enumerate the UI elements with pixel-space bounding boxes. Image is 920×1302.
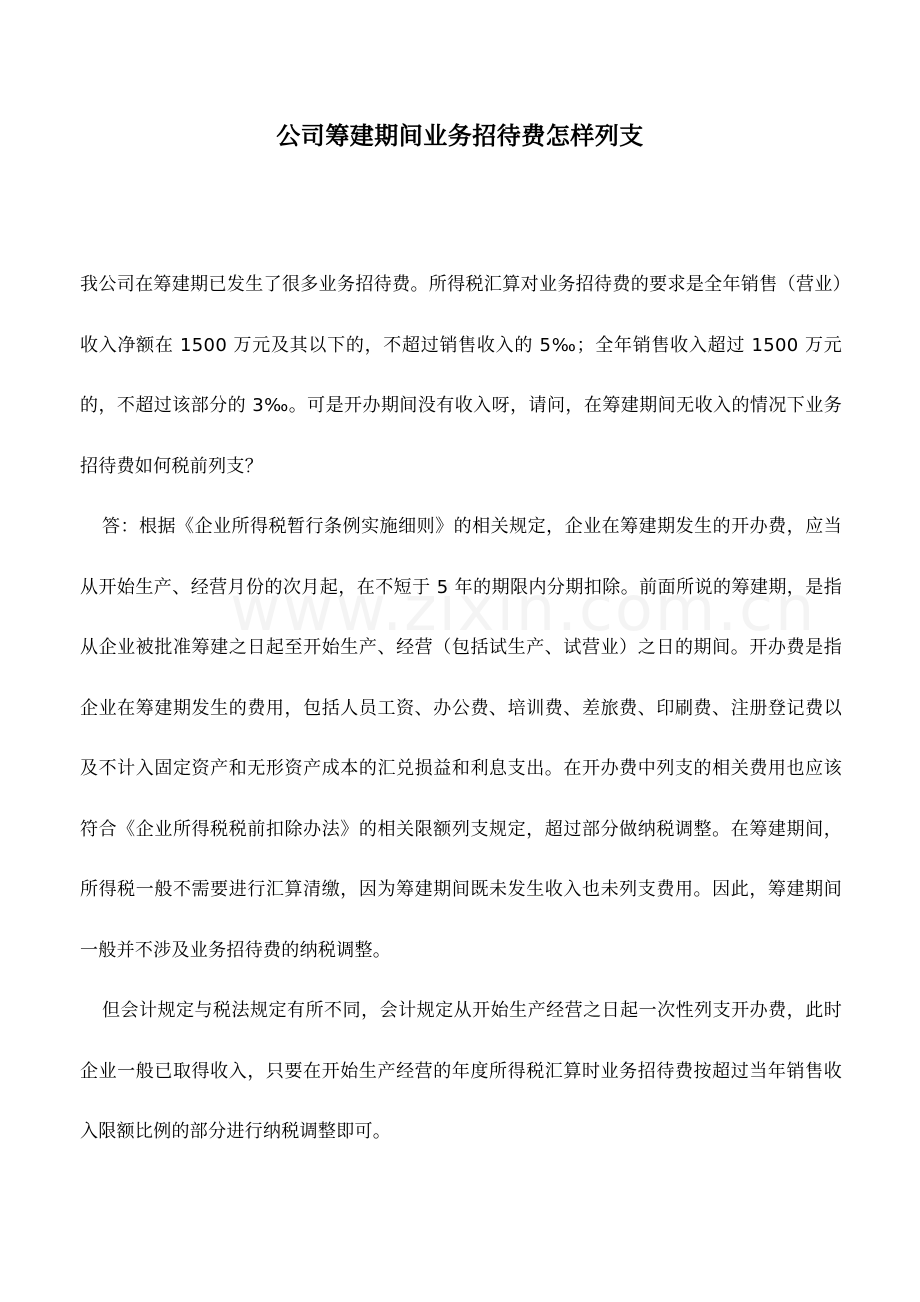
paragraph-answer: 答：根据《企业所得税暂行条例实施细则》的相关规定，企业在筹建期发生的开办费，应当从开始生产、经营月份的次月起，在不短于 5 年的期限内分期扣除。前面所说的筹建期，是指从企业被批准筹建之日起至开始生产、经营（包括试生产、试营业）之日的期间。开办费是指企业在筹建期发生的费用，包括人员工资、办公费、培训费、差旅费、印刷费、注册登记费以及不计入固定资产和无形资产成本的汇兑损益和利息支出。在开办费中列支的相关费用也应该符合《企业所得税税前扣除办法》的相关限额列支规定，超过部分做纳税调整。在筹建期间，所得税一般不需要进行汇算清缴，因为筹建期间既未发生收入也未列支费用。因此，筹建期间一般并不涉及业务招待费的纳税调整。 (80, 516, 842, 961)
document-title: 公司筹建期间业务招待费怎样列支 (276, 122, 644, 150)
paragraph-question: 我公司在筹建期已发生了很多业务招待费。所得税汇算对业务招待费的要求是全年销售（营业）收入净额在 1500 万元及其以下的，不超过销售收入的 5‰；全年销售收入超过 1500 万元的，不超过该部分的 3‰。可是开办期间没有收入呀，请问，在筹建期间无收入的情况下业务招待费如何税前列支？ (80, 274, 842, 477)
document-body (80, 255, 842, 1163)
paragraph-accounting-note: 但会计规定与税法规定有所不同，会计规定从开始生产经营之日起一次性列支开办费，此时企业一般已取得收入，只要在开始生产经营的年度所得税汇算时业务招待费按超过当年销售收入限额比例的部分进行纳税调整即可。 (80, 1000, 842, 1142)
